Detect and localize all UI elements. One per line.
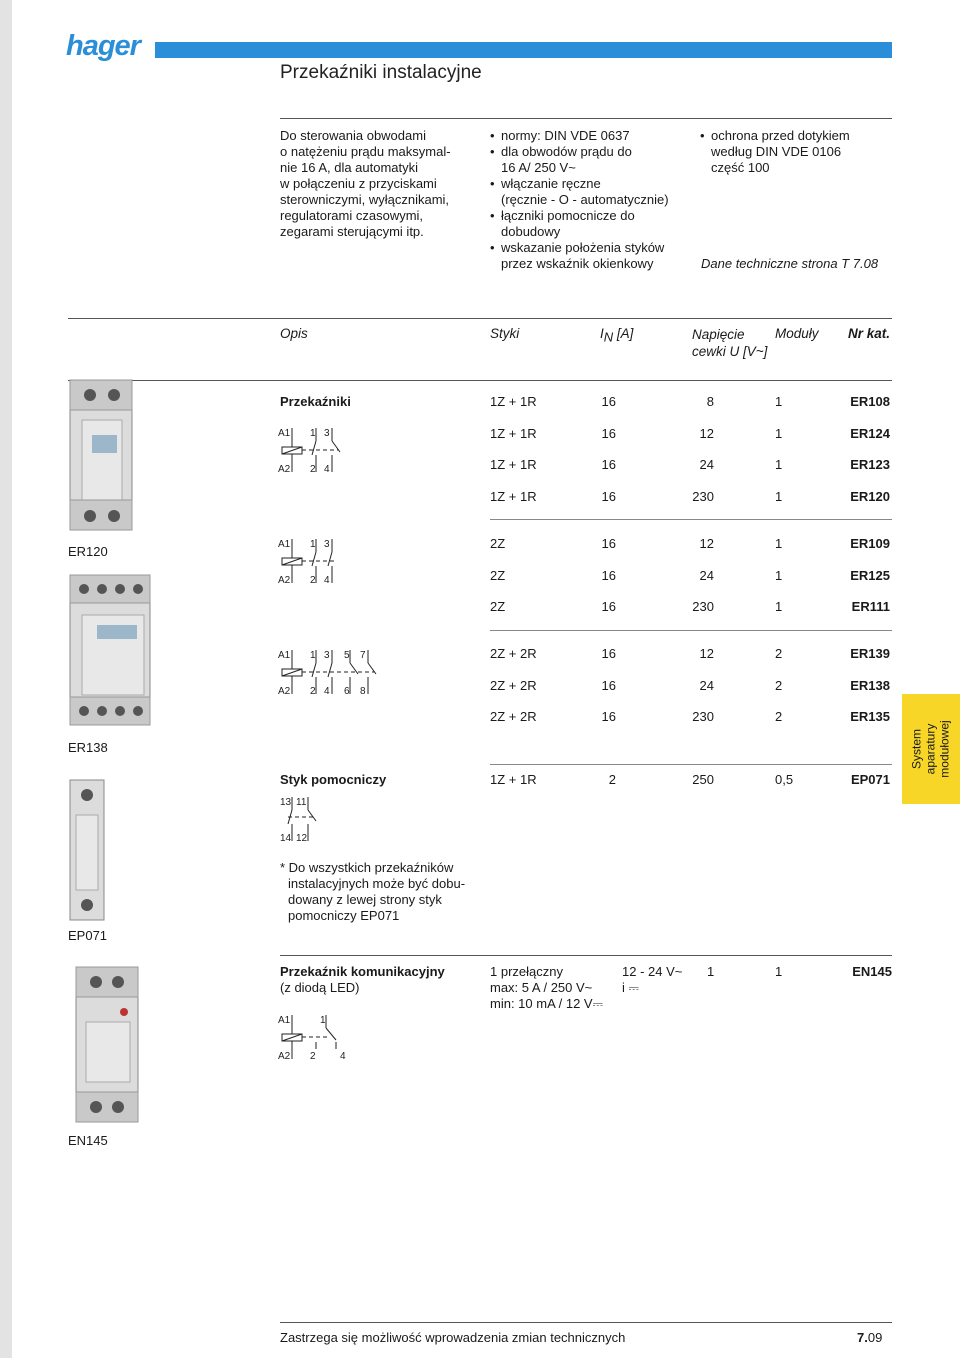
feature-item: • dla obwodów prądu do 16 A/ 250 V~ [490, 144, 690, 176]
table-cell-styki: 2Z + 2R [490, 677, 537, 693]
divider [280, 955, 892, 956]
table-cell-mod: 1 [775, 599, 783, 614]
table-cell-u: 230 [692, 488, 714, 504]
table-cell-styki: 1Z + 1R [490, 425, 537, 441]
header-in: $I_N$ [A] [600, 326, 634, 345]
group-title-przekazniki: Przekaźniki [280, 394, 351, 409]
table-cell-in: 16 [601, 677, 616, 693]
divider [490, 519, 892, 520]
label-3: 3 [324, 650, 330, 661]
header-moduly: Moduły [775, 326, 819, 341]
label-4: 4 [324, 464, 330, 475]
table-cell-styki: 1Z + 1R [490, 457, 537, 472]
header-styki: Styki [490, 326, 520, 341]
aux-in: 2 [608, 772, 616, 787]
table-cell-nr: ER109 [850, 536, 890, 551]
wiring-diagram-comm [278, 1012, 358, 1062]
comm-styki-1: 1 przełączny [490, 964, 563, 979]
label-3: 3 [324, 428, 330, 439]
table-cell-u: 12 [699, 425, 714, 441]
intro-text: Do sterowania obwodami o natężeniu prądu maksymal- nie 16 A, dla automatyki w połączeniu z przyciskami sterowniczymi, wyłącznikami, regulatorami czasowymi, zegarami sterującymi itp. [280, 128, 451, 239]
aux-mod: 0,5 [775, 772, 794, 787]
er138-label: ER138 [68, 740, 108, 755]
footer-note: Zastrzega się możliwość wprowadzenia zmian technicznych [280, 1330, 626, 1345]
table-cell-u: 230 [692, 599, 714, 614]
table-cell-mod: 1 [775, 425, 783, 441]
feature-item: • łączniki pomocnicze do dobudowy [490, 208, 690, 240]
table-cell-nr: ER125 [850, 567, 890, 583]
label-1: 1 [310, 650, 316, 661]
label-a1: A1 [278, 1015, 291, 1026]
label-a2: A2 [278, 464, 291, 475]
label-4: 4 [340, 1051, 346, 1062]
label-1: 1 [320, 1015, 326, 1026]
table-cell-u: 24 [699, 457, 714, 472]
divider [490, 764, 892, 765]
divider [68, 380, 892, 381]
table-cell-styki: 2Z [490, 567, 506, 583]
label-a2: A2 [278, 1051, 291, 1062]
ep071-device-image [62, 780, 112, 930]
table-cell-nr: ER135 [850, 709, 890, 724]
side-tab-text: System aparatury modułowej [910, 720, 952, 778]
table-cell-nr: ER120 [850, 488, 890, 504]
wiring-diagram-2z [278, 536, 358, 586]
table-cell-nr: ER111 [851, 599, 890, 614]
label-a2: A2 [278, 575, 291, 586]
en145-device-image [66, 962, 156, 1132]
table-cell-in: 16 [601, 394, 616, 409]
hager-logo: hager [66, 30, 140, 62]
comm-title: Przekaźnik komunikacyjny [280, 964, 445, 979]
table-cell-in: 16 [601, 709, 616, 724]
page-number: 7.09 [857, 1330, 883, 1345]
feature-item: • włączanie ręczne (ręcznie - O - automatycznie) [490, 176, 690, 208]
label-2: 2 [310, 686, 316, 697]
label-12: 12 [296, 833, 308, 844]
left-margin-bar [0, 0, 12, 1358]
aux-note: * Do wszystkich przekaźników instalacyjnych może być dobu- dowany z lewej strony styk pomocniczy EP071 [280, 860, 466, 923]
er120-device-image [62, 380, 142, 540]
table-cell-in: 16 [601, 457, 616, 472]
table-cell-in: 16 [601, 488, 616, 504]
table-cell-mod: 2 [775, 646, 783, 661]
label-13: 13 [280, 797, 292, 808]
divider [280, 118, 892, 119]
table-cell-nr: ER108 [850, 394, 890, 409]
comm-nr: EN145 [852, 964, 892, 979]
table-cell-styki: 2Z [490, 599, 506, 614]
label-a2: A2 [278, 686, 291, 697]
table-cell-mod: 2 [775, 677, 783, 693]
feature-item: • ochrona przed dotykiem według DIN VDE 0106 część 100 [700, 128, 895, 176]
header-napiecie: Napięcie cewki U [V~] [692, 327, 768, 359]
side-tab [902, 694, 960, 804]
table-cell-u: 8 [706, 394, 714, 409]
wiring-diagram-2z2r [278, 647, 388, 697]
divider [490, 630, 892, 631]
label-5: 5 [344, 650, 350, 661]
table-cell-in: 16 [601, 536, 616, 551]
table-cell-u: 230 [692, 709, 714, 724]
label-2: 2 [310, 1051, 316, 1062]
table-cell-mod: 1 [775, 488, 783, 504]
table-cell-nr: ER123 [850, 457, 890, 472]
features-list [490, 128, 690, 272]
er138-device-image [62, 570, 157, 740]
divider [68, 318, 892, 319]
table-cell-u: 12 [699, 646, 714, 661]
label-6: 6 [344, 686, 350, 697]
table-cell-u: 12 [699, 536, 714, 551]
aux-styki: 1Z + 1R [490, 772, 537, 787]
label-2: 2 [310, 464, 316, 475]
label-14: 14 [280, 833, 292, 844]
label-1: 1 [310, 428, 316, 439]
table-cell-u: 24 [699, 567, 714, 583]
header-blue-bar [155, 42, 892, 58]
label-11: 11 [296, 797, 307, 808]
label-8: 8 [360, 686, 366, 697]
header-opis: Opis [280, 326, 308, 341]
comm-mod: 1 [775, 964, 783, 979]
table-cell-in: 16 [601, 567, 616, 583]
en145-label: EN145 [68, 1133, 108, 1148]
table-cell-mod: 1 [775, 567, 783, 583]
table-cell-mod: 2 [775, 709, 783, 724]
label-7: 7 [360, 650, 366, 661]
table-cell-nr: ER139 [850, 646, 890, 661]
feature-item: • normy: DIN VDE 0637 [490, 128, 690, 144]
divider [280, 1322, 892, 1323]
table-cell-styki: 2Z [490, 536, 506, 551]
ep071-label: EP071 [68, 928, 108, 943]
label-4: 4 [324, 575, 330, 586]
table-cell-u: 24 [699, 677, 714, 693]
er120-label: ER120 [68, 544, 108, 559]
comm-styki-3: min: 10 mA / 12 V⎓ [490, 996, 603, 1011]
wiring-diagram-aux [278, 794, 338, 844]
table-cell-styki: 2Z + 2R [490, 646, 537, 661]
table-cell-mod: 1 [775, 394, 783, 409]
comm-in: 1 [707, 964, 715, 979]
label-a1: A1 [278, 539, 291, 550]
comm-u-1: 12 - 24 V~ [622, 964, 683, 979]
features-list-2 [700, 128, 895, 176]
table-cell-styki: 1Z + 1R [490, 488, 537, 504]
table-cell-in: 16 [601, 646, 616, 661]
label-a1: A1 [278, 428, 291, 439]
page-title: Przekaźniki instalacyjne [280, 62, 482, 83]
comm-u-2: i ⎓ [622, 980, 639, 995]
label-a1: A1 [278, 650, 291, 661]
label-2: 2 [310, 575, 316, 586]
table-cell-nr: ER138 [850, 677, 890, 693]
label-1: 1 [310, 539, 316, 550]
label-3: 3 [324, 539, 330, 550]
aux-title: Styk pomocniczy [280, 772, 387, 787]
comm-subtitle: (z diodą LED) [280, 980, 360, 995]
table-cell-in: 16 [601, 599, 616, 614]
table-cell-mod: 1 [775, 457, 783, 472]
table-cell-mod: 1 [775, 536, 783, 551]
table-cell-styki: 1Z + 1R [490, 394, 537, 409]
comm-styki-2: max: 5 A / 250 V~ [490, 980, 593, 995]
aux-u: 250 [692, 772, 714, 787]
wiring-diagram-1z1r [278, 425, 358, 475]
header-nrkat: Nr kat. [848, 326, 891, 341]
table-cell-nr: ER124 [850, 425, 890, 441]
tech-data-ref: Dane techniczne strona T 7.08 [701, 256, 879, 271]
aux-nr: EP071 [850, 772, 890, 787]
label-4: 4 [324, 686, 330, 697]
feature-item: • wskazanie położenia styków przez wskaźnik okienkowy [490, 240, 690, 272]
table-cell-in: 16 [601, 425, 616, 441]
table-cell-styki: 2Z + 2R [490, 709, 537, 724]
